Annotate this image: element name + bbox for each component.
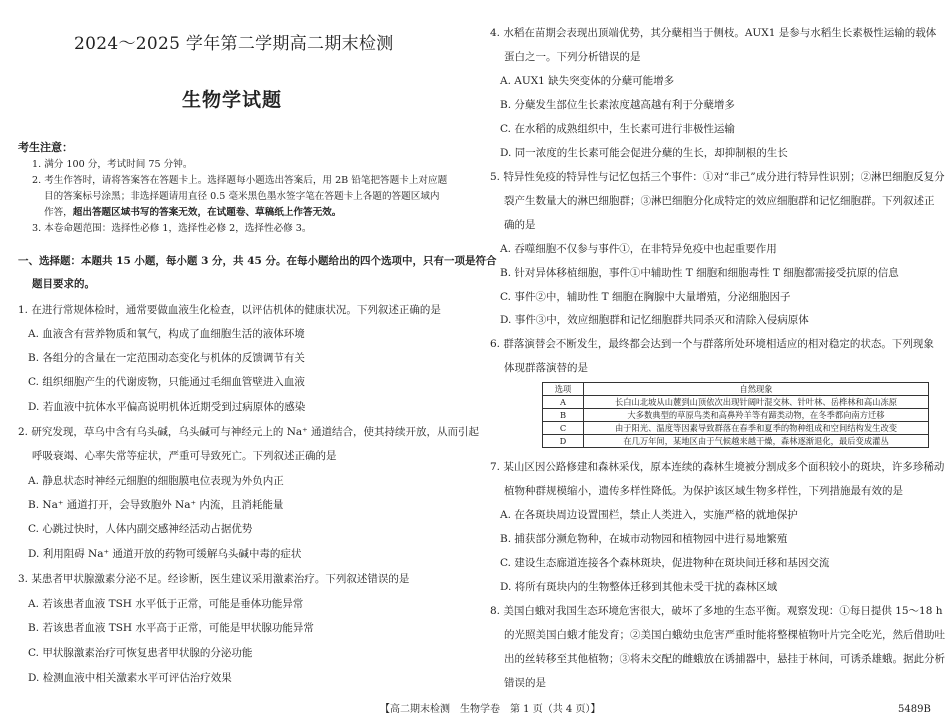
q7-option-b: B. 捕获部分濒危物种，在城市动物园和植物园中进行易地繁殖 [500,533,788,545]
q5-stem-line-3: 确的是 [504,219,536,231]
q4-option-d: D. 同一浓度的生长素可能会促进分蘖的生长，却抑制根的生长 [500,147,788,159]
q2-option-d: D. 利用阻碍 Na⁺ 通道开放的药物可缓解乌头碱中毒的症状 [28,548,302,560]
q7-stem-line-2: 植物种群规模缩小，遗传多样性降低。为保护该区域生物多样性，下列措施最有效的是 [504,485,903,497]
q5-stem-line-2: 裂产生数量大的淋巴细胞群；③淋巴细胞分化成特定的效应细胞群和记忆细胞群。下列叙述正 [504,195,935,207]
q8-stem-line-1: 8. 美国白蛾对我国生态环境危害很大，破坏了多地的生态平衡。观察发现：①每日提供 15～18 h [490,605,943,617]
notice-item-3: 3. 本卷命题范围：选择性必修 1，选择性必修 2，选择性必修 3。 [32,223,312,234]
q3-option-a: A. 若该患者血液 TSH 水平低于正常，可能是垂体功能异常 [28,598,304,610]
q2-option-b: B. Na⁺ 通道打开，会导致胞外 Na⁺ 内流，且消耗能量 [28,499,284,511]
notice-item-2-line-1: 2. 考生作答时，请将答案答在答题卡上。选择题每小题选出答案后，用 2B 铅笔把答题卡上对应题 [32,175,448,186]
q4-option-c: C. 在水稻的成熟组织中，生长素可进行非极性运输 [500,123,735,135]
exam-title: 2024～2025 学年第二学期高二期末检测 [74,34,394,54]
q5-option-c: C. 事件②中，辅助性 T 细胞在胸腺中大量增殖，分泌细胞因子 [500,291,791,303]
q1-stem: 1. 在进行常规体检时，通常要做血液生化检查，以评估机体的健康状况。下列叙述正确的是 [18,304,441,316]
q3-option-d: D. 检测血液中相关激素水平可评估治疗效果 [28,672,232,684]
notice-heading: 考生注意： [18,141,73,154]
table-row [543,409,929,422]
page-footer: 【高二期末检测 生物学卷 第 1 页（共 4 页）】 [380,704,601,715]
table-cell-option: B [543,409,584,422]
q1-option-c: C. 组织细胞产生的代谢废物，只能通过毛细血管壁进入血液 [28,376,305,388]
notice-item-2-line-3: 作答，超出答题区域书写的答案无效，在试题卷、草稿纸上作答无效。 [44,207,342,218]
q1-option-b: B. 各组分的含量在一定范围动态变化与机体的反馈调节有关 [28,352,305,364]
q8-stem-line-4: 错误的是 [504,677,546,689]
q7-option-d: D. 将所有斑块内的生物整体迁移到其他未受干扰的森林区域 [500,581,778,593]
q4-stem-line-2: 蛋白之一。下列分析错误的是 [504,51,641,63]
table-header-row [543,383,929,396]
notice-item-2-line-2: 目的答案标号涂黑；非选择题请用直径 0.5 毫米黑色墨水签字笔在答题卡上各题的答题区域内 [44,191,440,202]
table-cell-phenomenon: 由于阳光、温度等因素导致群落在春季和夏季的物种组成和空间结构发生改变 [584,422,929,435]
q2-stem-line-1: 2. 研究发现，草乌中含有乌头碱，乌头碱可与神经元上的 Na⁺ 通道结合，使其持续开放，从而引起 [18,426,480,438]
q2-stem-line-2: 呼吸衰竭、心率失常等症状，严重可导致死亡。下列叙述正确的是 [32,450,337,462]
q7-option-a: A. 在各斑块周边设置围栏，禁止人类进入，实施严格的就地保护 [500,509,798,521]
table-cell-phenomenon: 大多数典型的草原鸟类和高鼻羚羊等有蹄类动物，在冬季都向南方迁移 [584,409,929,422]
table-cell-option: A [543,396,584,409]
q8-stem-line-3: 出的丝转移至其他植物；③将未交配的雌蛾放在诱捕器中，悬挂于林间，可诱杀雄蛾。据此分析 [504,653,945,665]
q2-option-a: A. 静息状态时神经元细胞的细胞膜电位表现为外负内正 [28,475,284,487]
notice-item-1: 1. 满分 100 分，考试时间 75 分钟。 [32,159,193,170]
table-row [543,422,929,435]
table-row [543,435,929,448]
exam-subject: 生物学试题 [182,89,283,111]
q7-option-c: C. 建设生态廊道连接各个森林斑块，促进物种在斑块间迁移和基因交流 [500,557,830,569]
q2-option-c: C. 心跳过快时，人体内副交感神经活动占据优势 [28,523,253,535]
table-header-cell: 自然现象 [584,383,929,396]
table-cell-option: C [543,422,584,435]
q3-option-b: B. 若该患者血液 TSH 水平高于正常，可能是甲状腺功能异常 [28,622,314,634]
table-cell-phenomenon: 在几万年间，某地区由于气候越来越干燥，森林逐渐退化，最后变成灌丛 [584,435,929,448]
q4-stem-line-1: 4. 水稻在苗期会表现出顶端优势，其分蘖相当于侧枝。AUX1 是参与水稻生长素极性运输的载体 [490,27,937,39]
section-1-heading-line-2: 题目要求的。 [32,278,95,290]
exam-code: 5489B [898,704,931,715]
q1-option-a: A. 血液含有营养物质和氧气，构成了血细胞生活的液体环境 [28,328,305,340]
q3-option-c: C. 甲状腺激素治疗可恢复患者甲状腺的分泌功能 [28,647,253,659]
q5-stem-line-1: 5. 特异性免疫的特异性与记忆包括三个事件：①对“非己”成分进行特异性识别；②淋巴细胞反复分 [490,171,945,183]
q5-option-a: A. 吞噬细胞不仅参与事件①，在非特异免疫中也起重要作用 [500,243,777,255]
q7-stem-line-1: 7. 某山区因公路修建和森林采伐，原本连续的森林生境被分割成多个面积较小的斑块，许多珍稀动 [490,461,945,473]
q4-option-b: B. 分蘖发生部位生长素浓度越高越有利于分蘖增多 [500,99,735,111]
table-cell-option: D [543,435,584,448]
q5-option-b: B. 针对异体移植细胞，事件①中辅助性 T 细胞和细胞毒性 T 细胞都需接受抗原的信息 [500,267,899,279]
q1-option-d: D. 若血液中抗体水平偏高说明机体近期受到过病原体的感染 [28,401,306,413]
q4-option-a: A. AUX1 缺失突变体的分蘖可能增多 [500,75,675,87]
table-cell-phenomenon: 长白山北坡从山麓到山顶依次出现针阔叶混交林、针叶林、岳桦林和高山冻原 [584,396,929,409]
q6-stem-line-1: 6. 群落演替会不断发生，最终都会达到一个与群落所处环境相适应的相对稳定的状态。下列现象 [490,338,934,350]
section-1-heading: 一、选择题：本题共 15 小题，每小题 3 分，共 45 分。在每小题给出的四个选项中，只有一项是符合 [18,255,497,267]
table-row [543,396,929,409]
table-header-cell: 选项 [543,383,584,396]
q8-stem-line-2: 的光照美国白蛾才能发育；②美国白蛾幼虫危害严重时能将整棵植物叶片完全吃光，然后借助吐 [504,629,945,641]
q6-stem-line-2: 体现群落演替的是 [504,362,588,374]
q5-option-d: D. 事件③中，效应细胞群和记忆细胞群共同杀灭和清除入侵病原体 [500,314,809,326]
q3-stem: 3. 某患者甲状腺激素分泌不足。经诊断，医生建议采用激素治疗。下列叙述错误的是 [18,573,410,585]
q6-phenomena-table [542,382,929,448]
